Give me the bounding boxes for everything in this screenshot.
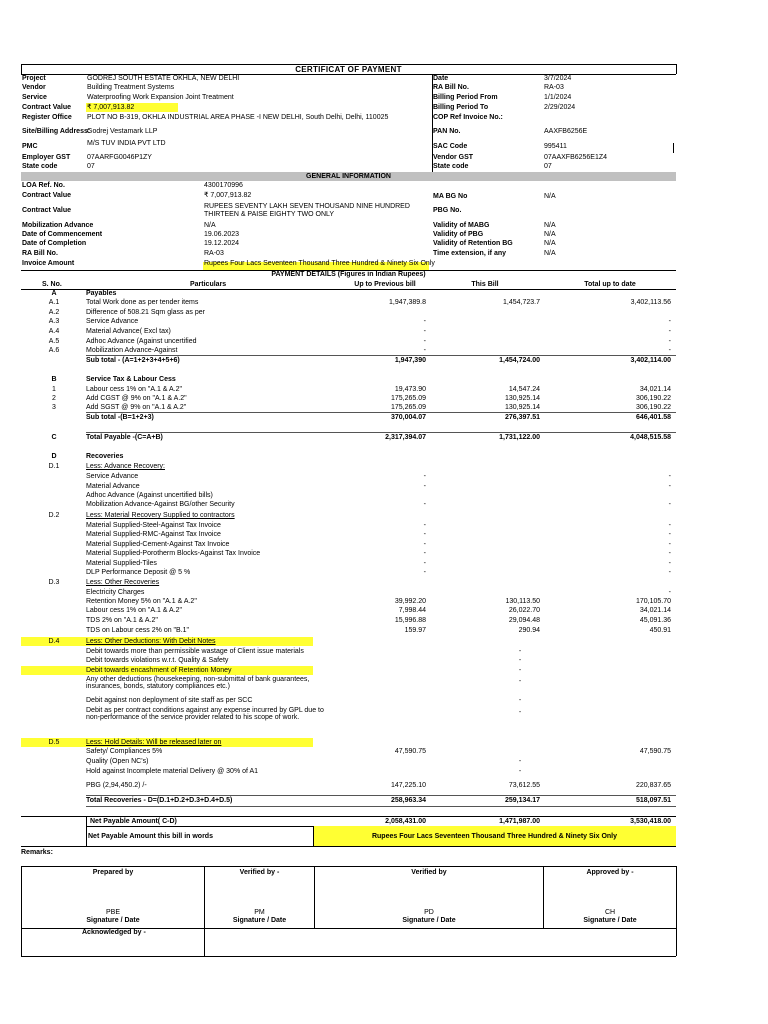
row-particulars: Less: Other Deductions: With Debit Notes xyxy=(86,638,216,645)
row-sno: D.3 xyxy=(48,579,60,586)
info-value: 07 xyxy=(544,163,552,170)
acknowledged-label: Acknowledged by - xyxy=(82,929,146,936)
row-prev: 47,590.75 xyxy=(394,748,426,755)
row-total: - xyxy=(668,338,671,345)
info-label: Site/Billing Address: xyxy=(22,128,91,135)
row-this: 130,113.50 xyxy=(505,598,540,605)
row-particulars: Material Supplied-Cement-Against Tax Invoice xyxy=(86,541,230,548)
row-particulars: Quality (Open NC's) xyxy=(86,758,149,765)
row-prev: 39,992.20 xyxy=(394,598,426,605)
row-particulars: Adhoc Advance (Against uncertified bills) xyxy=(86,492,213,499)
info-value: 07AAXFB6256E1Z4 xyxy=(544,154,608,161)
row-this: 73,612.55 xyxy=(508,782,540,789)
remarks-label: Remarks: xyxy=(21,849,53,856)
info-label: Billing Period From xyxy=(433,94,498,101)
signature-head: Verified by xyxy=(411,869,447,876)
row-total: 47,590.75 xyxy=(639,748,671,755)
row-sno: A.5 xyxy=(48,338,60,345)
row-total: 306,190.22 xyxy=(635,404,671,411)
row-this: 290.94 xyxy=(518,627,540,634)
row-this: - xyxy=(518,657,522,664)
row-particulars: Material Advance xyxy=(86,483,140,490)
gen-label: PBG No. xyxy=(433,207,462,214)
gen-value: ₹ 7,007,913.82 xyxy=(204,192,252,199)
gen-value: N/A xyxy=(544,193,556,200)
gen-label: MA BG No xyxy=(433,193,468,200)
row-prev: 159.97 xyxy=(404,627,426,634)
row-this: 130,925.14 xyxy=(504,404,540,411)
row-sno: A.1 xyxy=(48,299,60,306)
row-prev: 2,317,394.07 xyxy=(385,434,426,441)
row-particulars: Debit towards more than permissible wastage of Client issue materials xyxy=(86,648,304,655)
page-title: CERTIFICAT OF PAYMENT xyxy=(295,65,402,74)
row-this: - xyxy=(518,697,522,704)
row-total: 646,401.58 xyxy=(635,414,671,421)
info-label: Vendor GST xyxy=(433,154,474,161)
row-total: - xyxy=(668,550,671,557)
gen-label: RA Bill No. xyxy=(22,250,58,257)
row-particulars: Total Work done as per tender items xyxy=(86,299,199,306)
row-this: 130,925.14 xyxy=(504,395,540,402)
row-prev: 15,996.88 xyxy=(394,617,426,624)
row-total: 306,190.22 xyxy=(635,395,671,402)
col-sno: S. No. xyxy=(42,281,62,288)
row-this: 14,547.24 xyxy=(508,386,540,393)
info-value: RA-03 xyxy=(544,84,564,91)
row-particulars: Add SGST @ 9% on "A.1 & A.2" xyxy=(86,404,187,411)
info-value: 2/29/2024 xyxy=(544,104,576,111)
row-particulars: Safety/ Compliances 5% xyxy=(86,748,163,755)
info-value: 07 xyxy=(87,163,95,170)
row-prev: - xyxy=(423,541,426,548)
row-prev: 7,998.44 xyxy=(398,607,426,614)
row-particulars: Labour cess 1% on "A.1 & A.2" xyxy=(86,607,183,614)
row-prev: 370,004.07 xyxy=(390,414,426,421)
gen-label: LOA Ref. No. xyxy=(22,182,65,189)
net-payable-prev: 2,058,431.00 xyxy=(385,818,426,825)
row-particulars: Sub total - (A=1+2+3+4+5+6) xyxy=(86,357,180,364)
row-this: - xyxy=(518,768,522,775)
gen-value: N/A xyxy=(544,240,556,247)
row-sno: 1 xyxy=(52,386,56,393)
row-particulars: Debit towards violations w.r.t. Quality & Safety xyxy=(86,657,229,664)
row-total: - xyxy=(668,569,671,576)
info-value: 07AARFG0046P1ZY xyxy=(87,154,152,161)
row-total: 518,097.51 xyxy=(635,797,671,804)
row-particulars: Hold against Incomplete material Delivery @ 30% of A1 xyxy=(86,768,259,775)
row-this: 259,134.17 xyxy=(504,797,540,804)
info-label: Contract Value xyxy=(22,104,72,111)
info-value: M/S TUV INDIA PVT LTD xyxy=(87,140,166,147)
signature-role: PD xyxy=(424,909,434,916)
row-prev: - xyxy=(423,473,426,480)
row-sno: 3 xyxy=(52,404,56,411)
row-prev: - xyxy=(423,550,426,557)
info-label: Employer GST xyxy=(22,154,71,161)
signature-role: PBE xyxy=(105,909,120,916)
gen-value: N/A xyxy=(204,222,216,229)
row-particulars: Material Advance( Excl tax) xyxy=(86,328,171,335)
row-sno: D.4 xyxy=(48,638,60,645)
row-particulars: Any other deductions (housekeeping, non-submittal of bank guarantees, insurances, bonds, statutory compliances etc.) xyxy=(86,676,310,690)
row-total: - xyxy=(668,589,671,596)
row-particulars: Adhoc Advance (Against uncertified xyxy=(86,338,197,345)
gen-value: N/A xyxy=(544,222,556,229)
info-label: Vendor xyxy=(22,84,46,91)
row-sno: C xyxy=(51,434,57,441)
row-total: 4,048,515.58 xyxy=(630,434,671,441)
row-total: - xyxy=(668,501,671,508)
row-sno: D xyxy=(51,453,57,460)
gen-label: Date of Completion xyxy=(22,240,87,247)
info-label: Billing Period To xyxy=(433,104,489,111)
row-this: 1,454,724.00 xyxy=(499,357,540,364)
col-this: This Bill xyxy=(471,281,499,288)
info-value: 1/1/2024 xyxy=(544,94,572,101)
signature-head: Verified by - xyxy=(239,869,280,876)
gen-label: Validity of PBG xyxy=(433,231,484,238)
row-particulars: Material Supplied-Tiles xyxy=(86,560,157,567)
row-prev: 1,947,389.8 xyxy=(389,299,426,306)
row-total: 34,021.14 xyxy=(639,386,671,393)
info-label: PAN No. xyxy=(433,128,461,135)
row-particulars: Less: Hold Details: Will be released later on xyxy=(86,739,222,746)
gen-label: Date of Commencement xyxy=(22,231,103,238)
gen-label: Mobilization Advance xyxy=(22,222,94,229)
row-sno: D.5 xyxy=(48,739,60,746)
row-particulars: DLP Performance Deposit @ 5 % xyxy=(86,569,191,576)
row-sno: D.1 xyxy=(48,463,60,470)
info-value: ₹ 7,007,913.82 xyxy=(87,104,135,111)
row-particulars: PBG (2,94,450.2) /- xyxy=(86,782,147,789)
row-particulars: Material Supplied-Porotherm Blocks-Against Tax Invoice xyxy=(86,550,261,557)
gen-value: RUPEES SEVENTY LAKH SEVEN THOUSAND NINE HUNDRED THIRTEEN & PAISE EIGHTY TWO ONLY xyxy=(204,203,410,219)
row-particulars: Material Supplied-RMC-Against Tax Invoice xyxy=(86,531,221,538)
row-prev: 1,947,390 xyxy=(394,357,426,364)
row-particulars: Mobilization Advance-Against BG/other Security xyxy=(86,501,235,508)
row-prev: - xyxy=(423,347,426,354)
row-prev: 147,225.10 xyxy=(390,782,426,789)
net-payable-label: Net Payable Amount( C-D) xyxy=(90,818,177,825)
row-prev: - xyxy=(423,338,426,345)
row-sno: A.6 xyxy=(48,347,60,354)
gen-value: 19.12.2024 xyxy=(204,240,240,247)
gen-label: Validity of MABG xyxy=(433,222,490,229)
gen-value: N/A xyxy=(544,250,556,257)
row-particulars: Total Recoveries - D=(D.1+D.2+D.3+D.4+D.5) xyxy=(86,797,233,804)
row-particulars: Recoveries xyxy=(86,453,124,460)
info-label: Register Office xyxy=(22,114,72,121)
row-prev: 19,473.90 xyxy=(394,386,426,393)
gen-value: 4300170996 xyxy=(204,182,243,189)
row-this: 1,731,122.00 xyxy=(499,434,540,441)
row-total: 170,105.70 xyxy=(635,598,671,605)
row-prev: - xyxy=(423,531,426,538)
row-particulars: TDS 2% on "A.1 & A.2" xyxy=(86,617,158,624)
row-particulars: Sub total -(B=1+2+3) xyxy=(86,414,154,421)
info-label: Date xyxy=(433,75,449,82)
gen-label: Time extension, if any xyxy=(433,250,507,257)
row-particulars: Less: Other Recoveries xyxy=(86,579,160,586)
row-prev: - xyxy=(423,560,426,567)
row-total: 450.91 xyxy=(649,627,671,634)
row-particulars: Difference of 508.21 Sqm glass as per xyxy=(86,309,205,316)
row-total: 220,837.65 xyxy=(635,782,671,789)
col-total: Total up to date xyxy=(584,281,636,288)
row-this: - xyxy=(518,667,522,674)
row-prev: 258,963.34 xyxy=(390,797,426,804)
info-label: SAC Code xyxy=(433,143,468,150)
payment-details-title: PAYMENT DETAILS (Figures in Indian Rupees) xyxy=(271,271,426,278)
row-prev: 175,265.09 xyxy=(390,395,426,402)
info-label: Project xyxy=(22,75,46,82)
row-particulars: Material Supplied-Steel-Against Tax Invoice xyxy=(86,522,221,529)
row-this: 26,022.70 xyxy=(508,607,540,614)
row-total: - xyxy=(668,560,671,567)
row-particulars: Debit against non deployment of site staff as per SCC xyxy=(86,697,253,704)
row-particulars: Service Advance xyxy=(86,318,139,325)
info-label: Service xyxy=(22,94,47,101)
row-sno: A.4 xyxy=(48,328,60,335)
row-particulars: TDS on Labour cess 2% on "B.1" xyxy=(86,627,190,634)
row-particulars: Debit as per contract conditions against any expense incurred by GPL due to non-performance of the service provider related to his scope of work. xyxy=(86,707,324,721)
row-particulars: Total Payable -(C=A+B) xyxy=(86,434,163,441)
info-value: Building Treatment Systems xyxy=(87,84,175,91)
gen-label: Invoice Amount xyxy=(22,260,75,267)
row-particulars: Electricity Charges xyxy=(86,589,145,596)
row-sno: A.2 xyxy=(48,309,60,316)
net-payable-total: 3,530,418.00 xyxy=(630,818,671,825)
row-particulars: Service Advance xyxy=(86,473,139,480)
row-total: - xyxy=(668,531,671,538)
row-this: 1,454,723.7 xyxy=(503,299,540,306)
row-particulars: Less: Material Recovery Supplied to contractors xyxy=(86,512,235,519)
row-total: 45,091.36 xyxy=(639,617,671,624)
info-value: AAXFB6256E xyxy=(544,128,588,135)
row-total: - xyxy=(668,483,671,490)
row-total: - xyxy=(668,347,671,354)
row-particulars: Retention Money 5% on "A.1 & A.2" xyxy=(86,598,197,605)
info-value: Godrej Vestamark LLP xyxy=(87,128,158,135)
col-prev: Up to Previous bill xyxy=(354,281,416,288)
net-payable-this: 1,471,987.00 xyxy=(499,818,540,825)
info-label: State code xyxy=(433,163,469,170)
info-value: GODREJ SOUTH ESTATE OKHLA, NEW DELHI xyxy=(87,75,240,82)
row-total: 34,021.14 xyxy=(639,607,671,614)
info-label: State code xyxy=(22,163,58,170)
gen-label: Contract Value xyxy=(22,207,72,214)
row-this: - xyxy=(518,648,522,655)
row-sno: D.2 xyxy=(48,512,60,519)
row-particulars: Add CGST @ 9% on "A.1 & A.2" xyxy=(86,395,187,402)
info-value: 995411 xyxy=(544,143,567,150)
row-prev: - xyxy=(423,522,426,529)
signature-date: Signature / Date xyxy=(86,917,140,924)
row-prev: - xyxy=(423,569,426,576)
signature-date: Signature / Date xyxy=(402,917,456,924)
net-words-label: Net Payable Amount this bill in words xyxy=(88,833,213,840)
row-prev: 175,265.09 xyxy=(390,404,426,411)
row-this: - xyxy=(518,758,522,765)
row-total: - xyxy=(668,328,671,335)
info-value: 3/7/2024 xyxy=(544,75,572,82)
gen-value: 19.06.2023 xyxy=(204,231,240,238)
gen-label: Contract Value xyxy=(22,192,72,199)
row-total: - xyxy=(668,473,671,480)
row-prev: - xyxy=(423,501,426,508)
info-label: PMC xyxy=(22,143,38,150)
signature-date: Signature / Date xyxy=(583,917,637,924)
row-total: - xyxy=(668,522,671,529)
info-label: RA Bill No. xyxy=(433,84,469,91)
net-words-value: Rupees Four Lacs Seventeen Thousand Three Hundred & Ninety Six Only xyxy=(371,833,618,840)
row-particulars: Less: Advance Recovery: xyxy=(86,463,165,470)
row-sno: B xyxy=(51,376,57,383)
row-sno: A xyxy=(51,290,57,297)
info-label: COP Ref Invoice No.: xyxy=(433,114,503,121)
row-sno: 2 xyxy=(52,395,56,402)
row-this: 29,094.48 xyxy=(508,617,540,624)
row-total: 3,402,114.00 xyxy=(630,357,671,364)
gen-value: Rupees Four Lacs Seventeen Thousand Three Hundred & Ninety Six Only xyxy=(204,260,435,267)
row-particulars: Labour cess 1% on "A.1 & A.2" xyxy=(86,386,183,393)
gen-label: Validity of Retention BG xyxy=(433,240,513,247)
signature-date: Signature / Date xyxy=(232,917,287,924)
row-this: - xyxy=(518,709,522,716)
general-info-title: GENERAL INFORMATION xyxy=(306,173,391,180)
row-particulars: Debit towards encashment of Retention Money xyxy=(86,667,232,674)
signature-head: Approved by - xyxy=(586,869,634,876)
gen-value: RA-03 xyxy=(204,250,224,257)
row-total: - xyxy=(668,318,671,325)
row-particulars: Service Tax & Labour Cess xyxy=(86,376,176,383)
col-particulars: Particulars xyxy=(190,281,227,288)
signature-head: Prepared by xyxy=(92,869,134,876)
row-prev: - xyxy=(423,318,426,325)
signature-role: PM xyxy=(254,909,265,916)
row-this: 276,397.51 xyxy=(504,414,540,421)
row-total: - xyxy=(668,541,671,548)
signature-role: CH xyxy=(604,909,616,916)
info-value: PLOT NO B-319, OKHLA INDUSTRIAL AREA PHASE -I NEW DELHI, South Delhi, Delhi, 110025 xyxy=(87,114,389,121)
row-particulars: Payables xyxy=(86,290,117,297)
row-this: - xyxy=(518,678,522,685)
row-total: 3,402,113.56 xyxy=(630,299,671,306)
row-prev: - xyxy=(423,483,426,490)
row-prev: - xyxy=(423,328,426,335)
row-sno: A.3 xyxy=(48,318,60,325)
info-value: Waterproofing Work Expansion Joint Treatment xyxy=(87,94,234,101)
gen-value: N/A xyxy=(544,231,556,238)
row-particulars: Mobilization Advance-Against xyxy=(86,347,178,354)
